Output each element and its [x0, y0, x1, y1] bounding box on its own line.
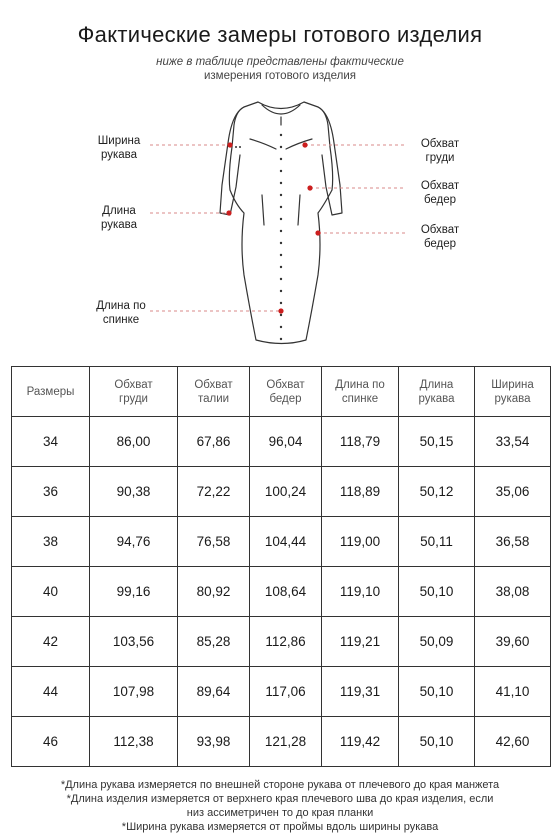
- table-row: [12, 567, 551, 617]
- label-back-length-line1: Длина по: [96, 300, 146, 312]
- left-sleeve: [220, 107, 244, 215]
- table-cell: 119,31: [322, 667, 399, 717]
- label-back-length: [86, 299, 156, 327]
- table-cell: 103,56: [90, 617, 178, 667]
- table-cell: 36,58: [475, 517, 551, 567]
- footnotes: [0, 778, 560, 834]
- header-chest-l2: груди: [119, 392, 148, 405]
- label-sleeve-width-line1: Ширина: [97, 135, 141, 147]
- header-back-length-l1: Длина по: [335, 378, 385, 391]
- table-cell: 108,64: [250, 567, 322, 617]
- header-sleeve-width-l1: Ширина: [491, 378, 534, 391]
- table-cell: 38: [12, 517, 90, 567]
- back-length-marker: [278, 308, 283, 313]
- table-cell: 50,10: [399, 717, 475, 767]
- table-row: [12, 417, 551, 467]
- table-cell: 99,16: [90, 567, 178, 617]
- table-row: [12, 467, 551, 517]
- table-cell: 39,60: [475, 617, 551, 667]
- label-hips-1: [405, 179, 475, 207]
- right-sleeve: [318, 107, 342, 215]
- header-sleeve-length-l2: рукава: [418, 392, 455, 405]
- table-cell: 42: [12, 617, 90, 667]
- table-cell: 40: [12, 567, 90, 617]
- header-chest-l1: Обхват: [114, 378, 153, 391]
- table-cell: 118,89: [322, 467, 399, 517]
- header-hips-l1: Обхват: [266, 378, 305, 391]
- subtitle-line-1: ниже в таблице представлены фактические: [156, 56, 404, 68]
- table-cell: 100,24: [250, 467, 322, 517]
- table-cell: 85,28: [178, 617, 250, 667]
- page-subtitle: [0, 55, 560, 83]
- footnote-item-length-cont: низ ассиметричен то до края планки: [186, 807, 374, 819]
- dress-diagram: [0, 95, 560, 355]
- table-cell: 112,38: [90, 717, 178, 767]
- table-cell: 50,10: [399, 667, 475, 717]
- label-sleeve-width: [88, 134, 150, 162]
- table-cell: 121,28: [250, 717, 322, 767]
- table-cell: 46: [12, 717, 90, 767]
- table-cell: 89,64: [178, 667, 250, 717]
- label-sleeve-length-line2: рукава: [100, 219, 138, 231]
- subtitle-line-2: измерения готового изделия: [203, 70, 357, 82]
- table-cell: 50,09: [399, 617, 475, 667]
- label-hips-2: [405, 223, 475, 251]
- label-hips-1-line1: Обхват: [420, 180, 460, 192]
- sleeve-length-marker: [226, 210, 231, 215]
- table-cell: 93,98: [178, 717, 250, 767]
- header-sleeve-length: [399, 367, 475, 417]
- label-back-length-line2: спинке: [102, 314, 140, 326]
- footnote-sleeve-width: *Ширина рукава измеряется от проймы вдоль ширины рукава: [121, 821, 439, 833]
- table-cell: 117,06: [250, 667, 322, 717]
- header-waist-l2: талии: [197, 392, 230, 405]
- header-sleeve-length-l1: Длина: [419, 378, 454, 391]
- header-back-length-l2: спинке: [341, 392, 379, 405]
- dress-outline: [229, 102, 332, 344]
- table-cell: 36: [12, 467, 90, 517]
- table-cell: 50,12: [399, 467, 475, 517]
- table-cell: 35,06: [475, 467, 551, 517]
- table-cell: 33,54: [475, 417, 551, 467]
- table-cell: 96,04: [250, 417, 322, 467]
- table-cell: 67,86: [178, 417, 250, 467]
- table-cell: 86,00: [90, 417, 178, 467]
- header-size-text: Размеры: [26, 385, 75, 398]
- table-cell: 76,58: [178, 517, 250, 567]
- footnote-item-length: *Длина изделия измеряется от верхнего края плечевого шва до края изделия, если: [66, 793, 494, 805]
- header-size: [12, 367, 90, 417]
- header-waist-l1: Обхват: [194, 378, 233, 391]
- label-chest-line1: Обхват: [420, 138, 460, 150]
- header-hips-l2: бедер: [269, 392, 302, 405]
- table-cell: 119,00: [322, 517, 399, 567]
- table-row: [12, 617, 551, 667]
- table-cell: 118,79: [322, 417, 399, 467]
- label-sleeve-length: [88, 204, 150, 232]
- table-cell: 50,10: [399, 567, 475, 617]
- table-cell: 104,44: [250, 517, 322, 567]
- table-cell: 90,38: [90, 467, 178, 517]
- header-waist: [178, 367, 250, 417]
- hips-marker-1: [307, 185, 312, 190]
- footnote-sleeve-length: *Длина рукава измеряется по внешней стороне рукава от плечевого до края манжета: [60, 779, 500, 791]
- table-cell: 119,21: [322, 617, 399, 667]
- table-cell: 50,15: [399, 417, 475, 467]
- sleeve-width-marker: [227, 142, 232, 147]
- hips-marker-2: [315, 230, 320, 235]
- table-row: [12, 717, 551, 767]
- table-cell: 80,92: [178, 567, 250, 617]
- dress-illustration: [0, 95, 560, 355]
- label-hips-2-line2: бедер: [423, 238, 457, 250]
- label-hips-1-line2: бедер: [423, 194, 457, 206]
- table-cell: 41,10: [475, 667, 551, 717]
- label-sleeve-length-line1: Длина: [102, 205, 136, 217]
- page-title: Фактические замеры готового изделия: [77, 22, 483, 47]
- table-row: [12, 667, 551, 717]
- size-table: [11, 366, 551, 767]
- table-cell: 107,98: [90, 667, 178, 717]
- table-header-row: [12, 367, 551, 417]
- label-chest-line2: груди: [425, 152, 455, 164]
- table-cell: 94,76: [90, 517, 178, 567]
- table-cell: 42,60: [475, 717, 551, 767]
- header-sleeve-width-l2: рукава: [494, 392, 531, 405]
- table-cell: 50,11: [399, 517, 475, 567]
- table-cell: 119,42: [322, 717, 399, 767]
- header-back-length: [322, 367, 399, 417]
- table-cell: 34: [12, 417, 90, 467]
- table-cell: 119,10: [322, 567, 399, 617]
- label-hips-2-line1: Обхват: [420, 224, 460, 236]
- table-row: [12, 517, 551, 567]
- table-cell: 44: [12, 667, 90, 717]
- label-sleeve-width-line2: рукава: [100, 149, 138, 161]
- label-chest: [405, 137, 475, 165]
- header-sleeve-width: [475, 367, 551, 417]
- header-chest: [90, 367, 178, 417]
- header-hips: [250, 367, 322, 417]
- table-cell: 112,86: [250, 617, 322, 667]
- chest-marker: [302, 142, 307, 147]
- table-cell: 38,08: [475, 567, 551, 617]
- table-cell: 72,22: [178, 467, 250, 517]
